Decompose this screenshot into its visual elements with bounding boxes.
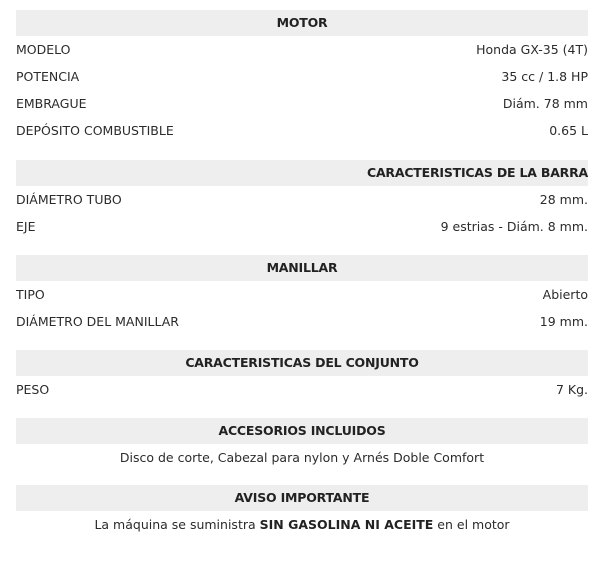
notice-text (16, 511, 588, 538)
section-motor (16, 10, 588, 144)
section-header-motor: MOTOR (16, 10, 588, 36)
spec-value: 9 estrias - Diám. 8 mm. (440, 219, 588, 234)
section-header-accesorios: ACCESORIOS INCLUIDOS (16, 418, 588, 444)
spec-label: DEPÓSITO COMBUSTIBLE (16, 123, 174, 138)
spec-label: MODELO (16, 42, 71, 57)
section-manillar (16, 255, 588, 335)
section-aviso (16, 485, 588, 538)
spec-label: EMBRAGUE (16, 96, 87, 111)
spec-row (16, 186, 588, 213)
spec-row (16, 281, 588, 308)
spec-row (16, 376, 588, 403)
notice-text-after: en el motor (433, 517, 510, 532)
spec-value: Abierto (542, 287, 588, 302)
section-header-manillar: MANILLAR (16, 255, 588, 281)
accessories-text: Disco de corte, Cabezal para nylon y Arnés Doble Comfort (119, 450, 485, 465)
spec-value: 0.65 L (549, 123, 588, 138)
spec-label: TIPO (16, 287, 45, 302)
section-header-conjunto: CARACTERISTICAS DEL CONJUNTO (16, 350, 588, 376)
spec-value: Diám. 78 mm (502, 96, 588, 111)
spec-label: PESO (16, 382, 50, 397)
spec-label: POTENCIA (16, 69, 80, 84)
spec-label: DIÁMETRO DEL MANILLAR (16, 314, 179, 329)
spec-value: 28 mm. (539, 192, 588, 207)
spec-row (16, 63, 588, 90)
spec-value: 7 Kg. (555, 382, 588, 397)
section-conjunto (16, 350, 588, 403)
spec-value: Honda GX-35 (4T) (476, 42, 588, 57)
spec-row (16, 213, 588, 240)
section-barra (16, 160, 588, 240)
spec-value: 19 mm. (539, 314, 588, 329)
spec-row (16, 117, 588, 144)
spec-label: EJE (16, 219, 36, 234)
section-header-barra: CARACTERISTICAS DE LA BARRA (16, 160, 588, 186)
spec-row (16, 90, 588, 117)
section-header-aviso: AVISO IMPORTANTE (16, 485, 588, 511)
spec-row (16, 308, 588, 335)
spec-value: 35 cc / 1.8 HP (501, 69, 588, 84)
spec-label: DIÁMETRO TUBO (16, 192, 122, 207)
section-accesorios (16, 418, 588, 471)
notice-text-before: La máquina se suministra (94, 517, 260, 532)
spec-row (16, 36, 588, 63)
notice-text-bold: SIN GASOLINA NI ACEITE (259, 517, 434, 532)
